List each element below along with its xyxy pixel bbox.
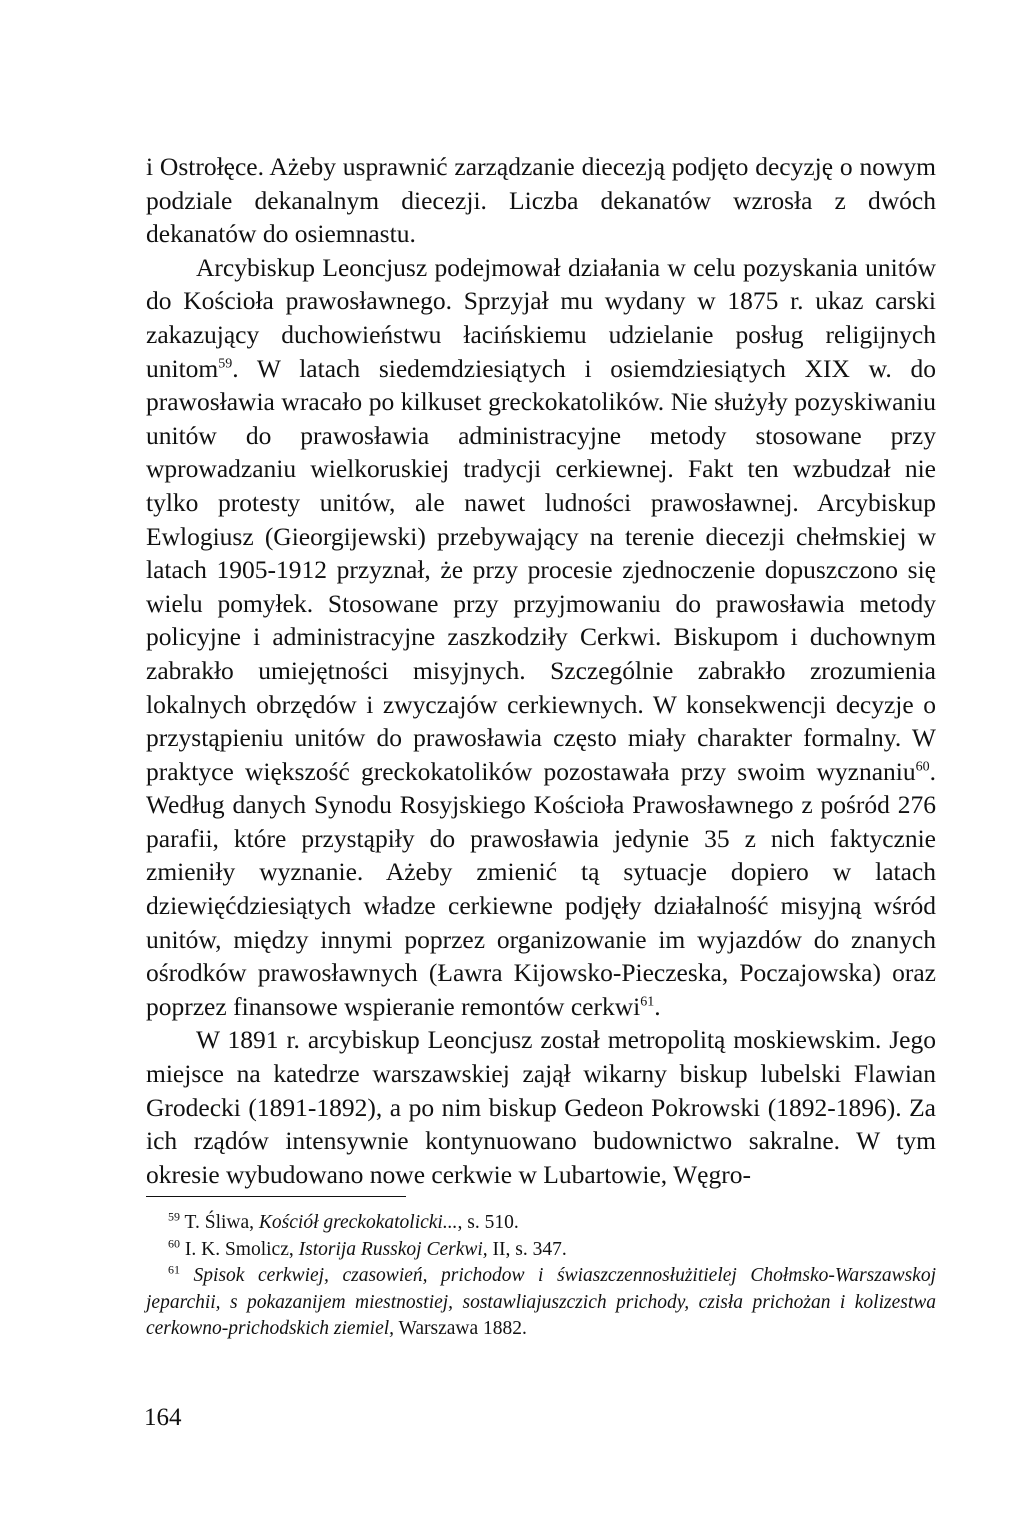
paragraph-text: i Ostrołęce. Ażeby usprawnić zarządzanie diecezją podjęto decyzję o nowym podziale dekanalnym diecezji. Liczba dekanatów wzrosła z dwóch dekanatów do osiemnastu. — [146, 152, 936, 249]
paragraph-text: . — [654, 991, 661, 1021]
footnote-title: Istorija Russkoj Cerkwi, — [298, 1238, 488, 1260]
paragraph-3 — [146, 1023, 936, 1191]
main-text — [146, 150, 936, 1191]
footnote-citation: II, s. 347. — [487, 1238, 567, 1260]
footnote-separator — [146, 1196, 406, 1197]
footnote-number: 60 — [168, 1236, 180, 1250]
paragraph-text: . Według danych Synodu Rosyjskiego Kościoła Prawosławnego z pośród 276 parafii, które przystąpiły do prawosławia jedynie 35 z nich faktycznie zmieniły wyznanie. Ażeby zmienić tą sytuacje dopiero w latach dziewięćdziesiątych władze cerkiewne podjęły działalność misyjną wśród unitów, między innymi poprzez organizowanie im wyjazdów do znanych ośrodków prawosławnych (Ławra Kijowsko-Pieczeska, Poczajowska) oraz poprzez finansowe wspieranie remontów cerkwi — [146, 756, 936, 1021]
footnote-title: Kościół greckokatolicki... — [258, 1212, 458, 1233]
footnote-author: T. Śliwa, — [184, 1212, 259, 1233]
footnotes — [146, 1210, 936, 1343]
footnote-ref-61: 61 — [640, 994, 655, 1010]
paragraph-2 — [146, 251, 936, 1024]
footnote-60 — [146, 1237, 936, 1264]
footnote-61 — [146, 1263, 936, 1343]
paragraph-text: W 1891 r. arcybiskup Leoncjusz został metropolitą moskiewskim. Jego miejsce na katedrze warszawskiej zajął wikarny biskup lubelski Flawian Grodecki (1891-1892), a po nim biskup Gedeon Pokrowski (1892-1896). Za ich rządów intensywnie kontynuowano budownictwo sakralne. W tym okresie wybudowano nowe cerkwie w Lubartowie, Węgro- — [146, 1025, 936, 1189]
paragraph-text: Arcybiskup Leoncjusz podejmował działania w celu pozyskania unitów do Kościoła prawosławnego. Sprzyjał mu wydany w 1875 r. ukaz carski zakazujący duchowieństwu łacińskiemu udzielanie posług religijnych unitom — [146, 252, 936, 383]
footnote-ref-60: 60 — [915, 759, 930, 775]
footnote-number: 61 — [168, 1262, 180, 1277]
footnote-59 — [146, 1210, 936, 1237]
footnote-title: Spisok cerkwiej, czasowień, prichodow i świaszczennosłużitielej Chołmsko-Warszawskoj jeparchii, s pokazanijem miestnostiej, sostawliajuszczich prichody, czisła prichożan i kolizestwa cerkowno-prichodskich ziemiel, — [146, 1265, 936, 1339]
paragraph-text: . W latach siedemdziesiątych i osiemdziesiątych XIX w. do prawosławia wracało po kilkuset greckokatolików. Nie służyły pozyskiwaniu unitów do prawosławia administracyjne metody stosowane przy wprowadzaniu wielkoruskiej tradycji cerkiewnej. Fakt ten wzbudzał nie tylko protesty unitów, ale nawet ludności prawosławnej. Arcybiskup Ewlogiusz (Gieorgijewski) przebywający na terenie diecezji chełmskiej w latach 1905-1912 przyznał, że przy procesie zjednoczenie dopuszczono się wielu pomyłek. Stosowane przy przyjmowaniu do prawosławia metody policyjne i administracyjne zaszkodziły Cerkwi. Biskupom i duchownym zabrakło umiejętności misyjnych. Szczególnie zabrakło zrozumienia lokalnych obrzędów i zwyczajów cerkiewnych. W konsekwencji decyzje o przystąpieniu unitów do prawosławia często miały charakter formalny. W praktyce większość greckokatolików pozostawała przy swoim wyznaniu — [146, 353, 936, 786]
footnote-citation: Warszawa 1882. — [394, 1318, 527, 1339]
footnote-author: I. K. Smolicz, — [184, 1238, 299, 1260]
footnote-citation: , s. 510. — [457, 1212, 519, 1233]
page-number: 164 — [144, 1404, 182, 1431]
paragraph-1 — [146, 150, 936, 251]
footnote-ref-59: 59 — [218, 356, 233, 372]
footnote-number: 59 — [168, 1209, 180, 1224]
